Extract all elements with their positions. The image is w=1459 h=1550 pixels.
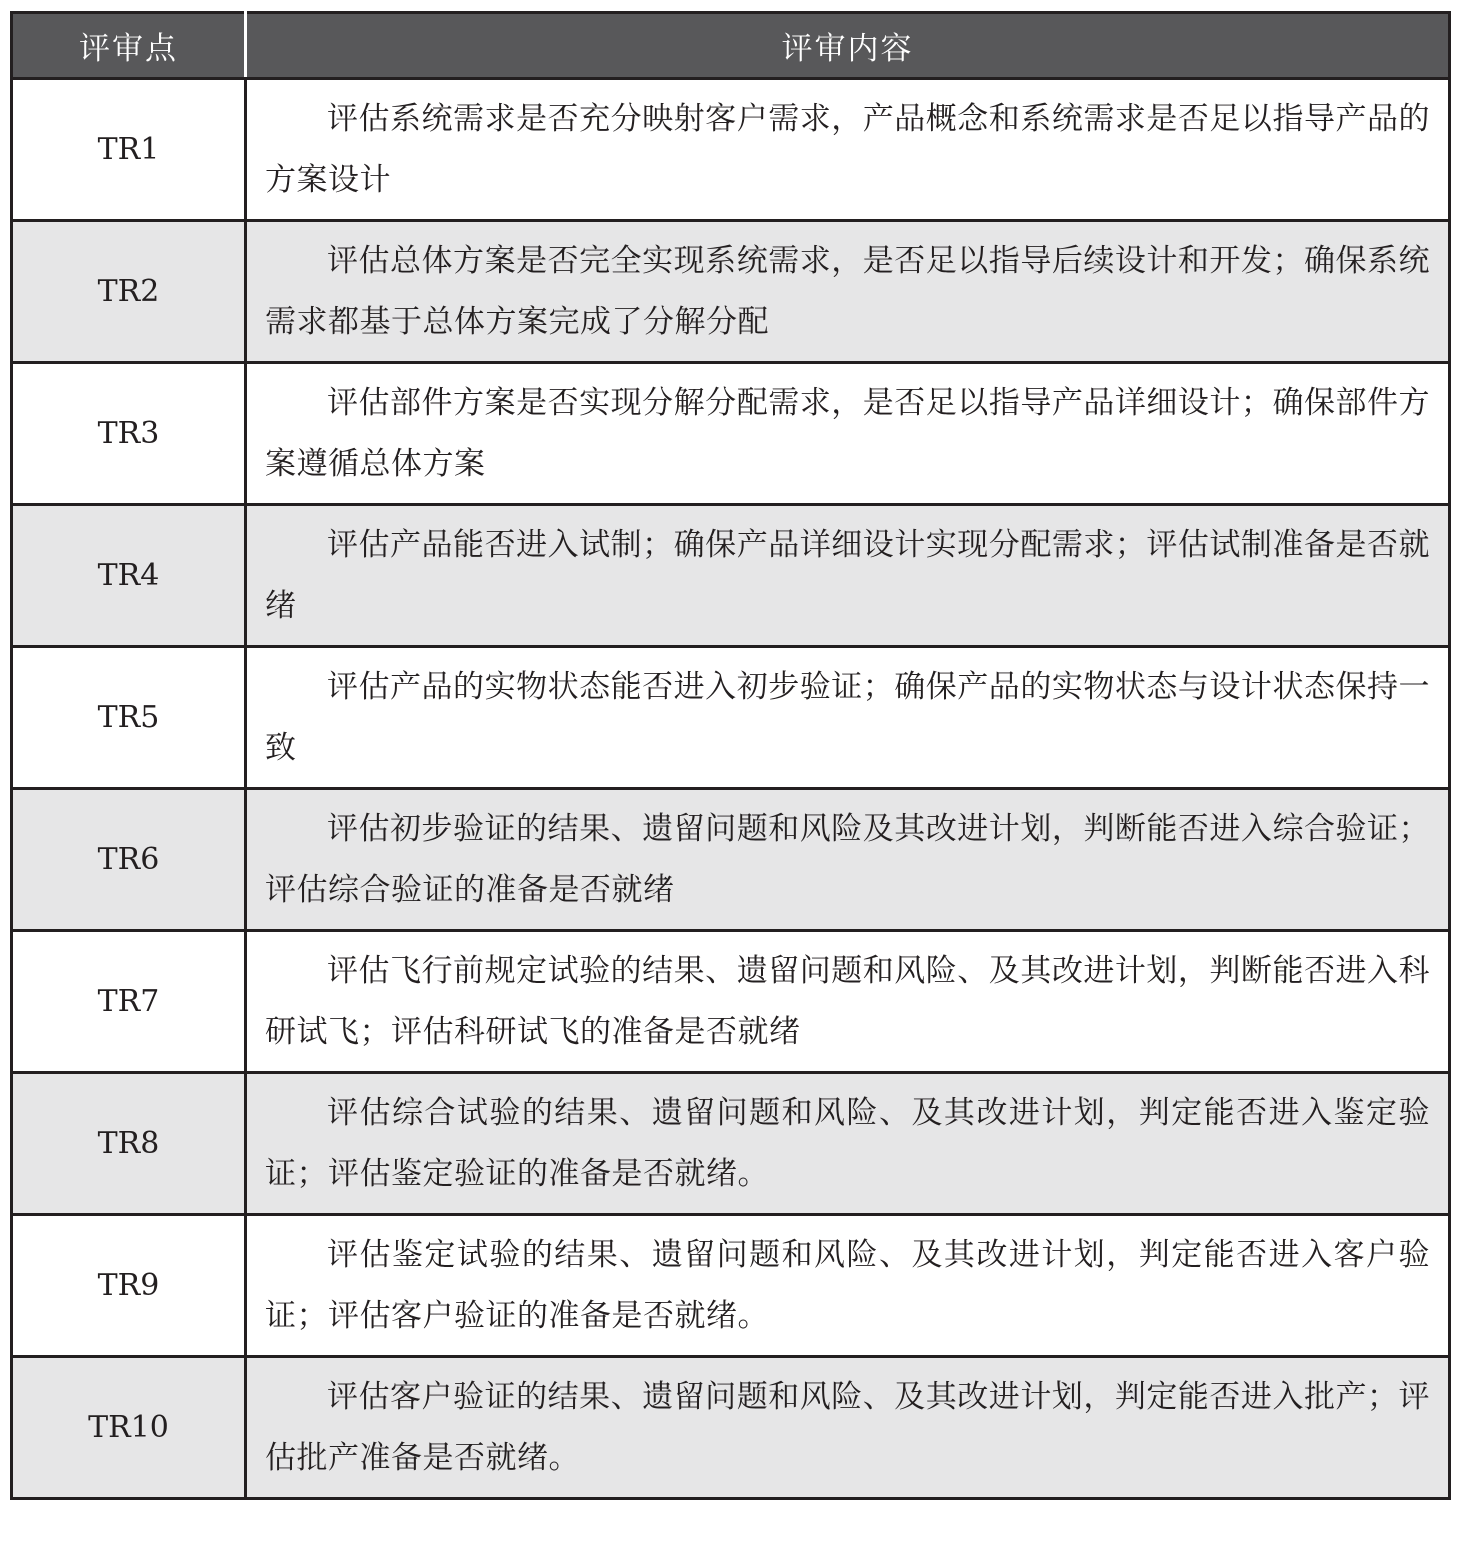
review-content-cell <box>246 221 1450 363</box>
table-body <box>12 79 1450 1499</box>
review-content-cell <box>246 363 1450 505</box>
review-content-cell <box>246 1215 1450 1357</box>
table-row <box>12 79 1450 221</box>
review-content-text: 评估部件方案是否实现分解分配需求，是否足以指导产品详细设计；确保部件方案遵循总体方案 <box>265 384 1430 482</box>
review-content-text: 评估总体方案是否完全实现系统需求，是否足以指导后续设计和开发；确保系统需求都基于总体方案完成了分解分配 <box>265 242 1430 340</box>
review-content-cell <box>246 1073 1450 1215</box>
table-row <box>12 789 1450 931</box>
review-point-cell: TR1 <box>12 79 246 221</box>
review-content-text: 评估综合试验的结果、遗留问题和风险、及其改进计划，判定能否进入鉴定验证；评估鉴定验证的准备是否就绪。 <box>265 1094 1430 1192</box>
table-row <box>12 221 1450 363</box>
header-review-point: 评审点 <box>12 13 246 79</box>
review-content-text: 评估产品的实物状态能否进入初步验证；确保产品的实物状态与设计状态保持一致 <box>265 668 1430 766</box>
review-content-cell <box>246 1357 1450 1499</box>
review-content-cell <box>246 789 1450 931</box>
review-point-cell: TR2 <box>12 221 246 363</box>
review-table <box>10 11 1451 1500</box>
review-point-cell: TR4 <box>12 505 246 647</box>
review-content-text: 评估鉴定试验的结果、遗留问题和风险、及其改进计划，判定能否进入客户验证；评估客户验证的准备是否就绪。 <box>265 1236 1430 1334</box>
review-content-text: 评估系统需求是否充分映射客户需求，产品概念和系统需求是否足以指导产品的方案设计 <box>265 100 1430 198</box>
review-content-cell <box>246 505 1450 647</box>
table-row <box>12 1357 1450 1499</box>
review-content-text: 评估飞行前规定试验的结果、遗留问题和风险、及其改进计划，判断能否进入科研试飞；评估科研试飞的准备是否就绪 <box>265 952 1430 1050</box>
table-row <box>12 647 1450 789</box>
review-point-cell: TR5 <box>12 647 246 789</box>
header-row <box>12 13 1450 79</box>
review-point-cell: TR3 <box>12 363 246 505</box>
review-content-cell <box>246 931 1450 1073</box>
table-header <box>12 13 1450 79</box>
review-point-cell: TR8 <box>12 1073 246 1215</box>
header-review-content: 评审内容 <box>246 13 1450 79</box>
review-content-text: 评估产品能否进入试制；确保产品详细设计实现分配需求；评估试制准备是否就绪 <box>265 526 1430 624</box>
review-content-cell <box>246 79 1450 221</box>
review-content-text: 评估初步验证的结果、遗留问题和风险及其改进计划，判断能否进入综合验证；评估综合验证的准备是否就绪 <box>265 810 1430 908</box>
review-point-cell: TR7 <box>12 931 246 1073</box>
table-row <box>12 1073 1450 1215</box>
review-content-text: 评估客户验证的结果、遗留问题和风险、及其改进计划，判定能否进入批产；评估批产准备是否就绪。 <box>265 1378 1430 1476</box>
review-point-cell: TR6 <box>12 789 246 931</box>
table-row <box>12 931 1450 1073</box>
review-point-cell: TR10 <box>12 1357 246 1499</box>
review-point-cell: TR9 <box>12 1215 246 1357</box>
table-row <box>12 505 1450 647</box>
table-row <box>12 1215 1450 1357</box>
table-row <box>12 363 1450 505</box>
review-content-cell <box>246 647 1450 789</box>
